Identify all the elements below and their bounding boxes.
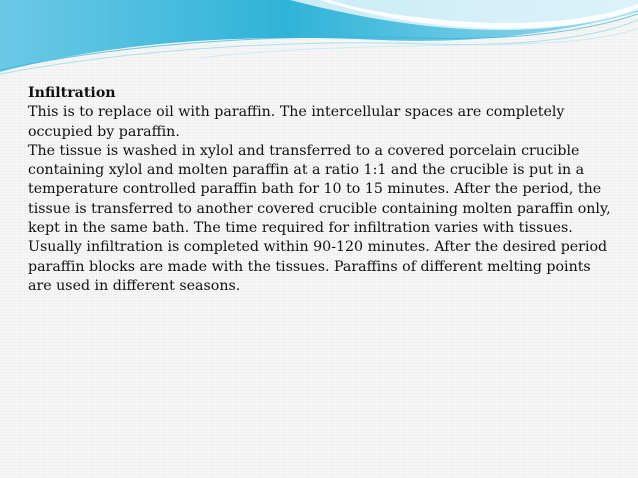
header-wave-decoration	[0, 0, 638, 80]
paragraph-procedure: The tissue is washed in xylol and transferred to a covered porcelain crucible containing xylol and molten paraffin at a ratio 1:1 and the crucible is put in a temperature controlled paraffin bath for 10 to 15 minutes. After the period, the tissue is transferred to another covered crucible containing molten paraffin only, kept in the same bath. The time required for infiltration varies with tissues. Usually infiltration is completed within 90-120 minutes. After the desired period paraffin blocks are made with the tissues. Paraffins of different melting points are used in different seasons.	[28, 142, 611, 294]
slide-title: Infiltration	[28, 85, 116, 101]
slide-content	[28, 84, 618, 296]
paragraph-intro: This is to replace oil with paraffin. The intercellular spaces are completely occupied by paraffin.	[28, 104, 565, 140]
